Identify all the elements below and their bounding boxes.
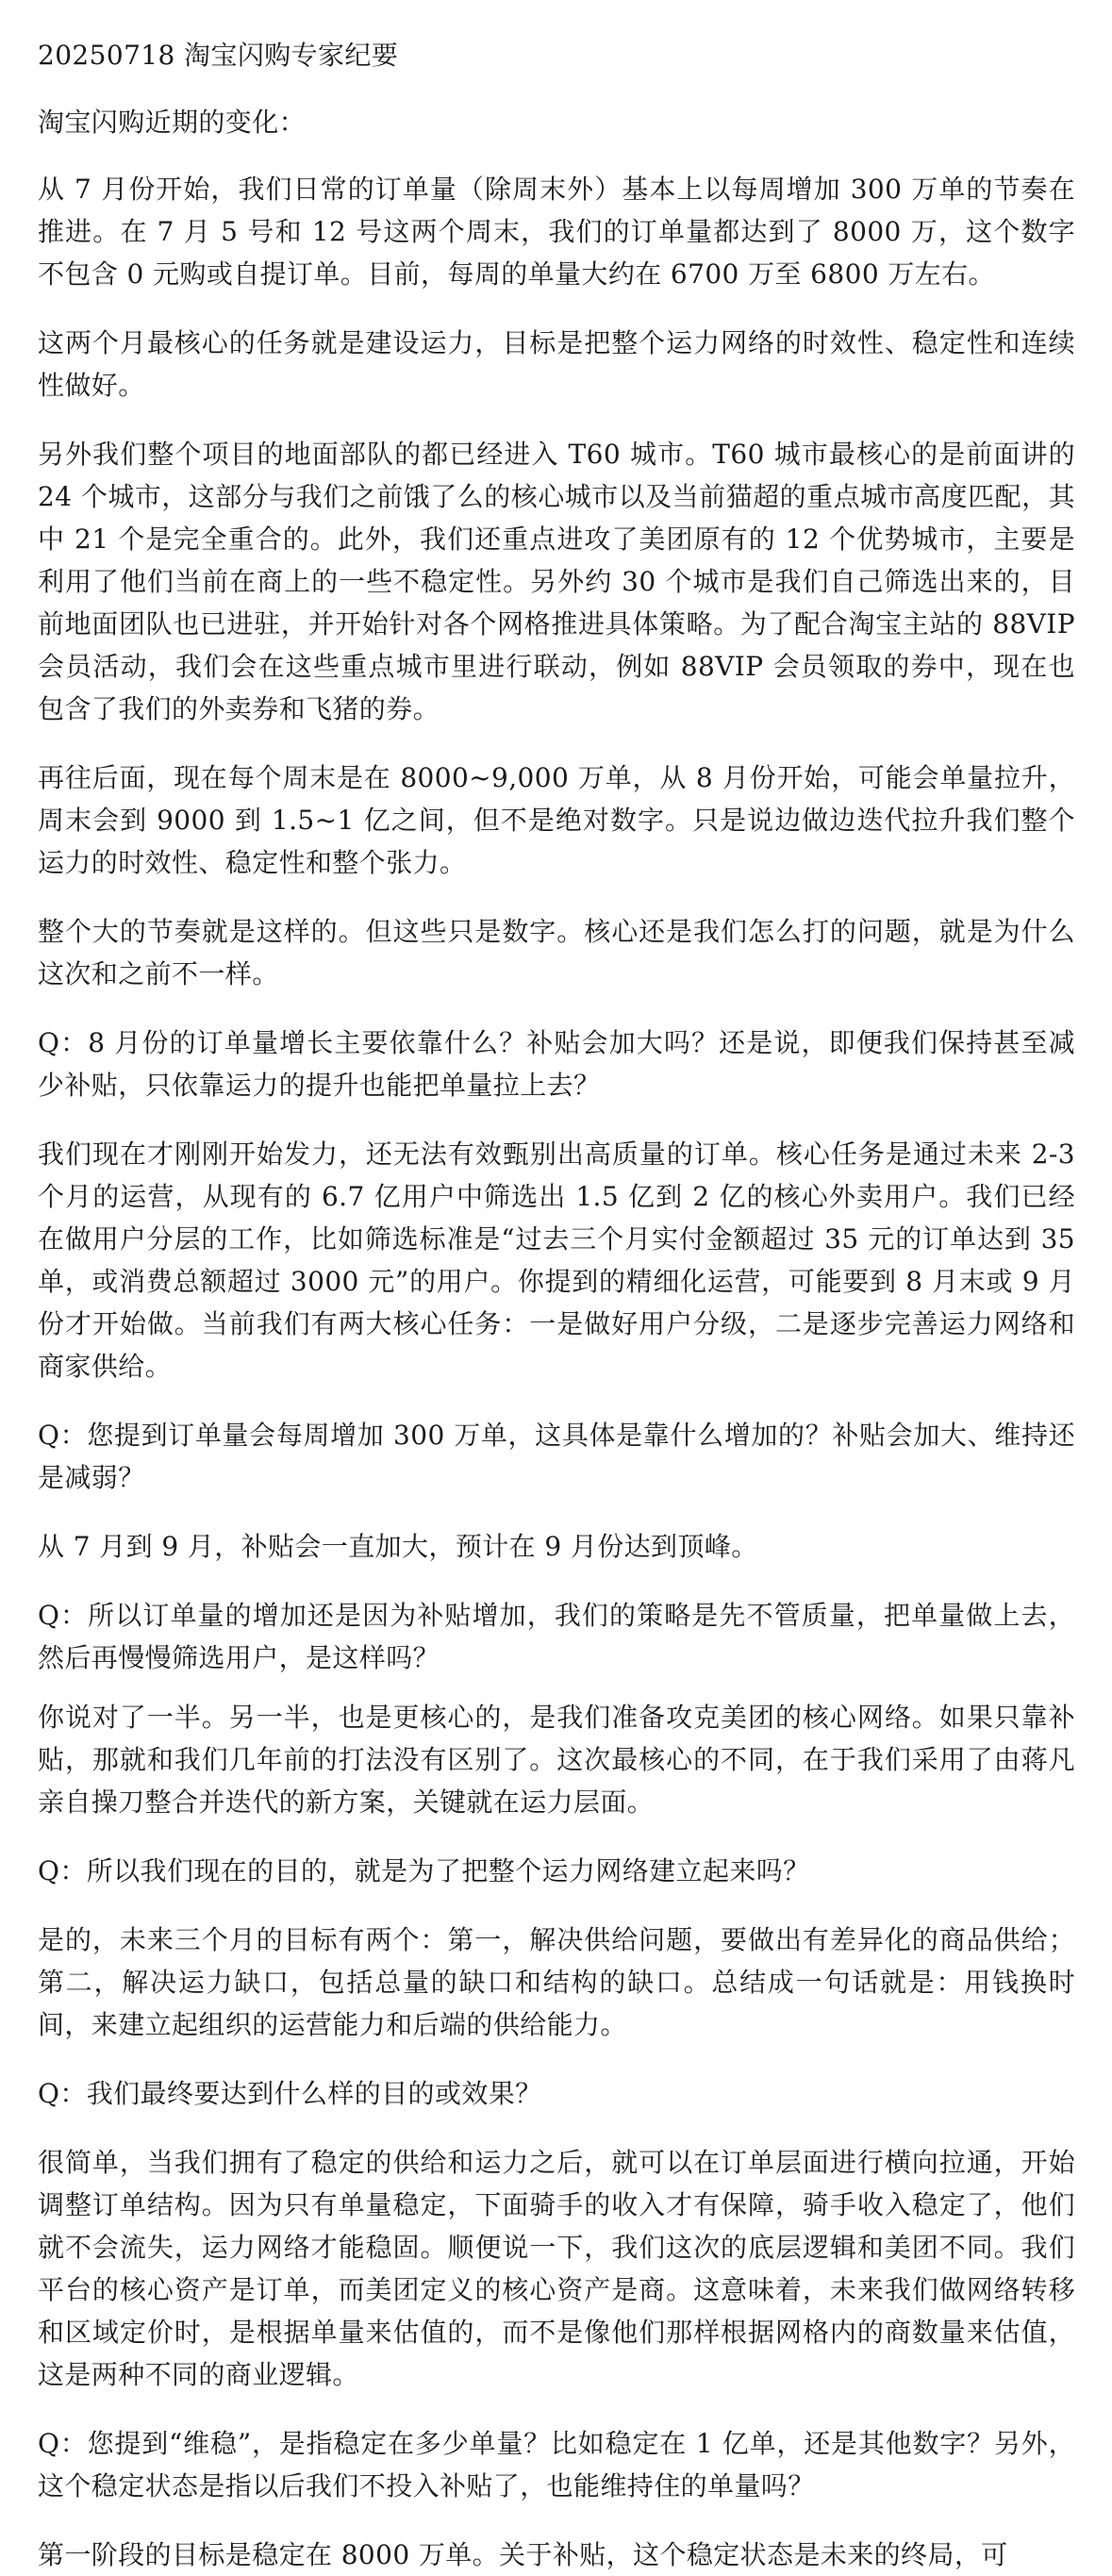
document-title: 20250718 淘宝闪购专家纪要	[38, 40, 399, 71]
question: Q：我们最终要达到什么样的目的或效果？	[38, 2078, 542, 2109]
question: Q：8 月份的订单量增长主要依靠什么？补贴会加大吗？还是说，即便我们保持甚至减少补贴，只依靠运力的提升也能把单量拉上去？	[38, 1027, 1075, 1101]
answer: 是的，未来三个月的目标有两个：第一，解决供给问题，要做出有差异化的商品供给；第二，解决运力缺口，包括总量的缺口和结构的缺口。总结成一句话就是：用钱换时间，来建立起组织的运营能力和后端的供给能力。	[38, 1924, 1075, 2040]
answer: 你说对了一半。另一半，也是更核心的，是我们准备攻克美团的核心网络。如果只靠补贴，那就和我们几年前的打法没有区别了。这次最核心的不同，在于我们采用了由蒋凡亲自操刀整合并迭代的新方案，关键就在运力层面。	[38, 1702, 1075, 1818]
answer: 我们现在才刚刚开始发力，还无法有效甄别出高质量的订单。核心任务是通过未来 2-3 个月的运营，从现有的 6.7 亿用户中筛选出 1.5 亿到 2 亿的核心外卖用户。我们已经在做用户分层的工作，比如筛选标准是“过去三个月实付金额超过 35 元的订单达到 35 单，或消费总额超过 3000 元”的用户。你提到的精细化运营，可能要到 8 月末或 9 月份才开始做。当前我们有两大核心任务：一是做好用户分级，二是逐步完善运力网络和商家供给。	[38, 1138, 1075, 1382]
document-body	[38, 34, 1075, 2576]
question: Q：您提到“维稳”，是指稳定在多少单量？比如稳定在 1 亿单，还是其他数字？另外，这个稳定状态是指以后我们不投入补贴了，也能维持住的单量吗？	[38, 2428, 1075, 2501]
answer: 很简单，当我们拥有了稳定的供给和运力之后，就可以在订单层面进行横向拉通，开始调整订单结构。因为只有单量稳定，下面骑手的收入才有保障，骑手收入稳定了，他们就不会流失，运力网络才能稳固。顺便说一下，我们这次的底层逻辑和美团不同。我们平台的核心资产是订单，而美团定义的核心资产是商。这意味着，未来我们做网络转移和区域定价时，是根据单量来估值的，而不是像他们那样根据网格内的商数量来估值，这是两种不同的商业逻辑。	[38, 2147, 1075, 2390]
answer: 第一阶段的目标是稳定在 8000 万单。关于补贴，这个稳定状态是未来的终局，可	[38, 2539, 1008, 2570]
paragraph: 这两个月最核心的任务就是建设运力，目标是把整个运力网络的时效性、稳定性和连续性做好。	[38, 327, 1075, 401]
section-heading: 淘宝闪购近期的变化：	[38, 107, 307, 138]
question: Q：所以订单量的增加还是因为补贴增加，我们的策略是先不管质量，把单量做上去，然后再慢慢筛选用户，是这样吗？	[38, 1600, 1075, 1673]
answer: 从 7 月到 9 月，补贴会一直加大，预计在 9 月份达到顶峰。	[38, 1531, 758, 1562]
paragraph: 整个大的节奏就是这样的。但这些只是数字。核心还是我们怎么打的问题，就是为什么这次和之前不一样。	[38, 916, 1075, 989]
question: Q：您提到订单量会每周增加 300 万单，这具体是靠什么增加的？补贴会加大、维持还是减弱？	[38, 1420, 1075, 1493]
question: Q：所以我们现在的目的，就是为了把整个运力网络建立起来吗？	[38, 1855, 810, 1886]
paragraph: 从 7 月份开始，我们日常的订单量（除周末外）基本上以每周增加 300 万单的节奏在推进。在 7 月 5 号和 12 号这两个周末，我们的订单量都达到了 8000 万，这个数字不包含 0 元购或自提订单。目前，每周的单量大约在 6700 万至 6800 万左右。	[38, 174, 1075, 290]
paragraph: 再往后面，现在每个周末是在 8000~9,000 万单，从 8 月份开始，可能会单量拉升，周末会到 9000 到 1.5~1 亿之间，但不是绝对数字。只是说边做边迭代拉升我们整个运力的时效性、稳定性和整个张力。	[38, 762, 1075, 878]
paragraph: 另外我们整个项目的地面部队的都已经进入 T60 城市。T60 城市最核心的是前面讲的 24 个城市，这部分与我们之前饿了么的核心城市以及当前猫超的重点城市高度匹配，其中 21 个是完全重合的。此外，我们还重点进攻了美团原有的 12 个优势城市，主要是利用了他们当前在商上的一些不稳定性。另外约 30 个城市是我们自己筛选出来的，目前地面团队也已进驻，并开始针对各个网格推进具体策略。为了配合淘宝主站的 88VIP 会员活动，我们会在这些重点城市里进行联动，例如 88VIP 会员领取的券中，现在也包含了我们的外卖券和飞猪的券。	[38, 439, 1075, 724]
